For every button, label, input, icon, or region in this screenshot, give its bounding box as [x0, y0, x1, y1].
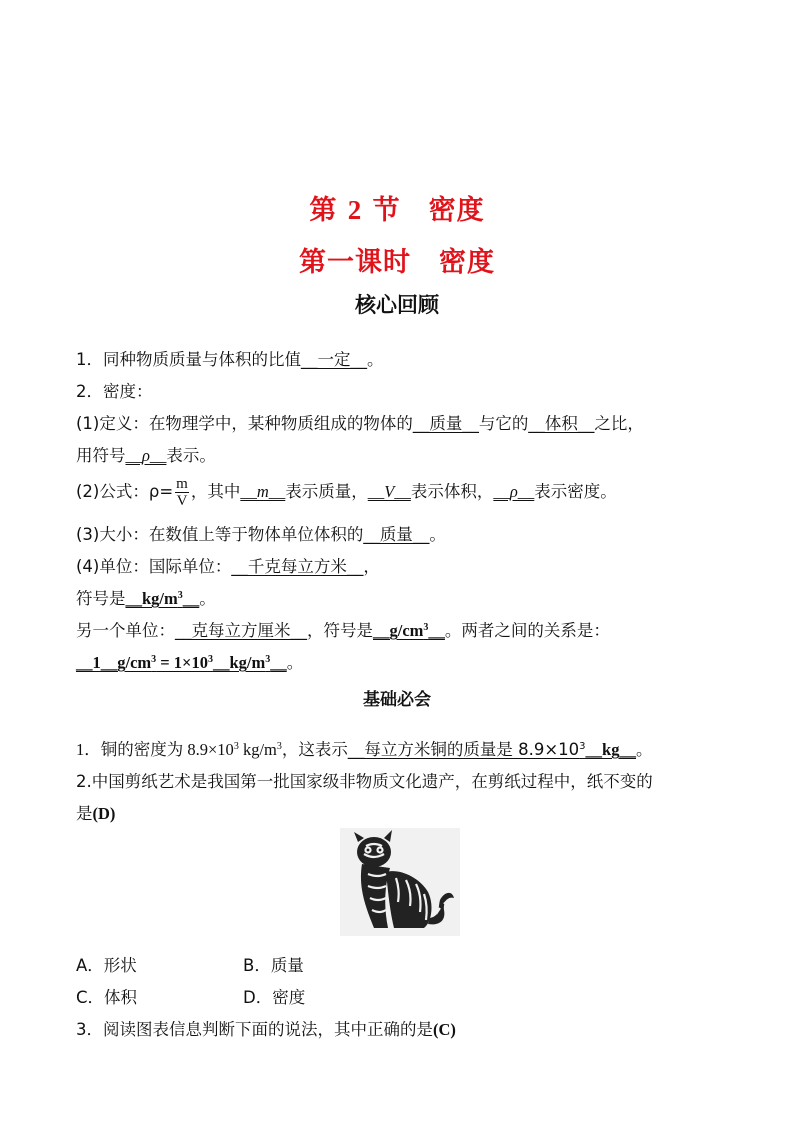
option-d: D．密度 — [243, 988, 306, 1007]
core-review-heading: 核心回顾 — [355, 293, 439, 317]
q3-answer: (C) — [433, 1020, 456, 1039]
other-unit-line: 另一个单位：__克每立方厘米__，符号是$\_\_g/cm^3\_\_$。两者之间的关系是： — [76, 621, 610, 640]
unit-line: (4)单位：国际单位：__千克每立方米__， — [76, 557, 380, 576]
option-a: A．形状 — [76, 956, 137, 975]
definition-line: (1)定义：在物理学中，某种物质组成的物体的__质量__与它的__体积__之比， — [76, 414, 644, 433]
review-q2: 2．密度： — [76, 382, 153, 401]
section-title: 第 2 节 密度 — [309, 195, 485, 226]
basics-heading: 基础必会 — [363, 690, 431, 710]
size-line: (3)大小：在数值上等于物体单位体积的__质量__。 — [76, 525, 446, 544]
unit-symbol-line: 符号是$\_\_kg/m^3\_\_$。 — [76, 589, 216, 608]
formula-fraction: $\frac{m}{V}$ — [176, 476, 188, 509]
formula-line: (2)公式：ρ= $\frac{m}{V}$ ，其中__m__表示质量，__V__表示体积，__ρ__表示密度。 — [76, 476, 617, 509]
review-q1: 1．同种物质质量与体积的比值__一定__。 — [76, 350, 384, 369]
relation-line: $\_\_1\_\_g/cm^3$ = $1\times 10^3\_\_kg/m^3\_\_$。 — [76, 653, 304, 672]
basics-q3: 3．阅读图表信息判断下面的说法，其中正确的是(C) — [76, 1020, 456, 1039]
option-b: B．质量 — [243, 956, 304, 975]
basics-q2: 2.中国剪纸艺术是我国第一批国家级非物质文化遗产，在剪纸过程中，纸不变的 — [76, 772, 653, 791]
basics-q1: 1．铜的密度为 $8.9\times 10^3$ $kg/m^3$，这表示__每立方米铜的质量是 $8.9\times 10^3\_\_kg\_\_$。 — [76, 740, 653, 759]
basics-q2-cont: 是(D) — [76, 804, 116, 823]
definition-symbol-line: 用符号__ρ__表示。 — [76, 446, 216, 465]
paper-cut-tiger-image — [340, 828, 460, 936]
option-c: C．体积 — [76, 988, 138, 1007]
q2-answer: (D) — [92, 804, 116, 823]
lesson-title: 第一课时 密度 — [299, 247, 495, 278]
